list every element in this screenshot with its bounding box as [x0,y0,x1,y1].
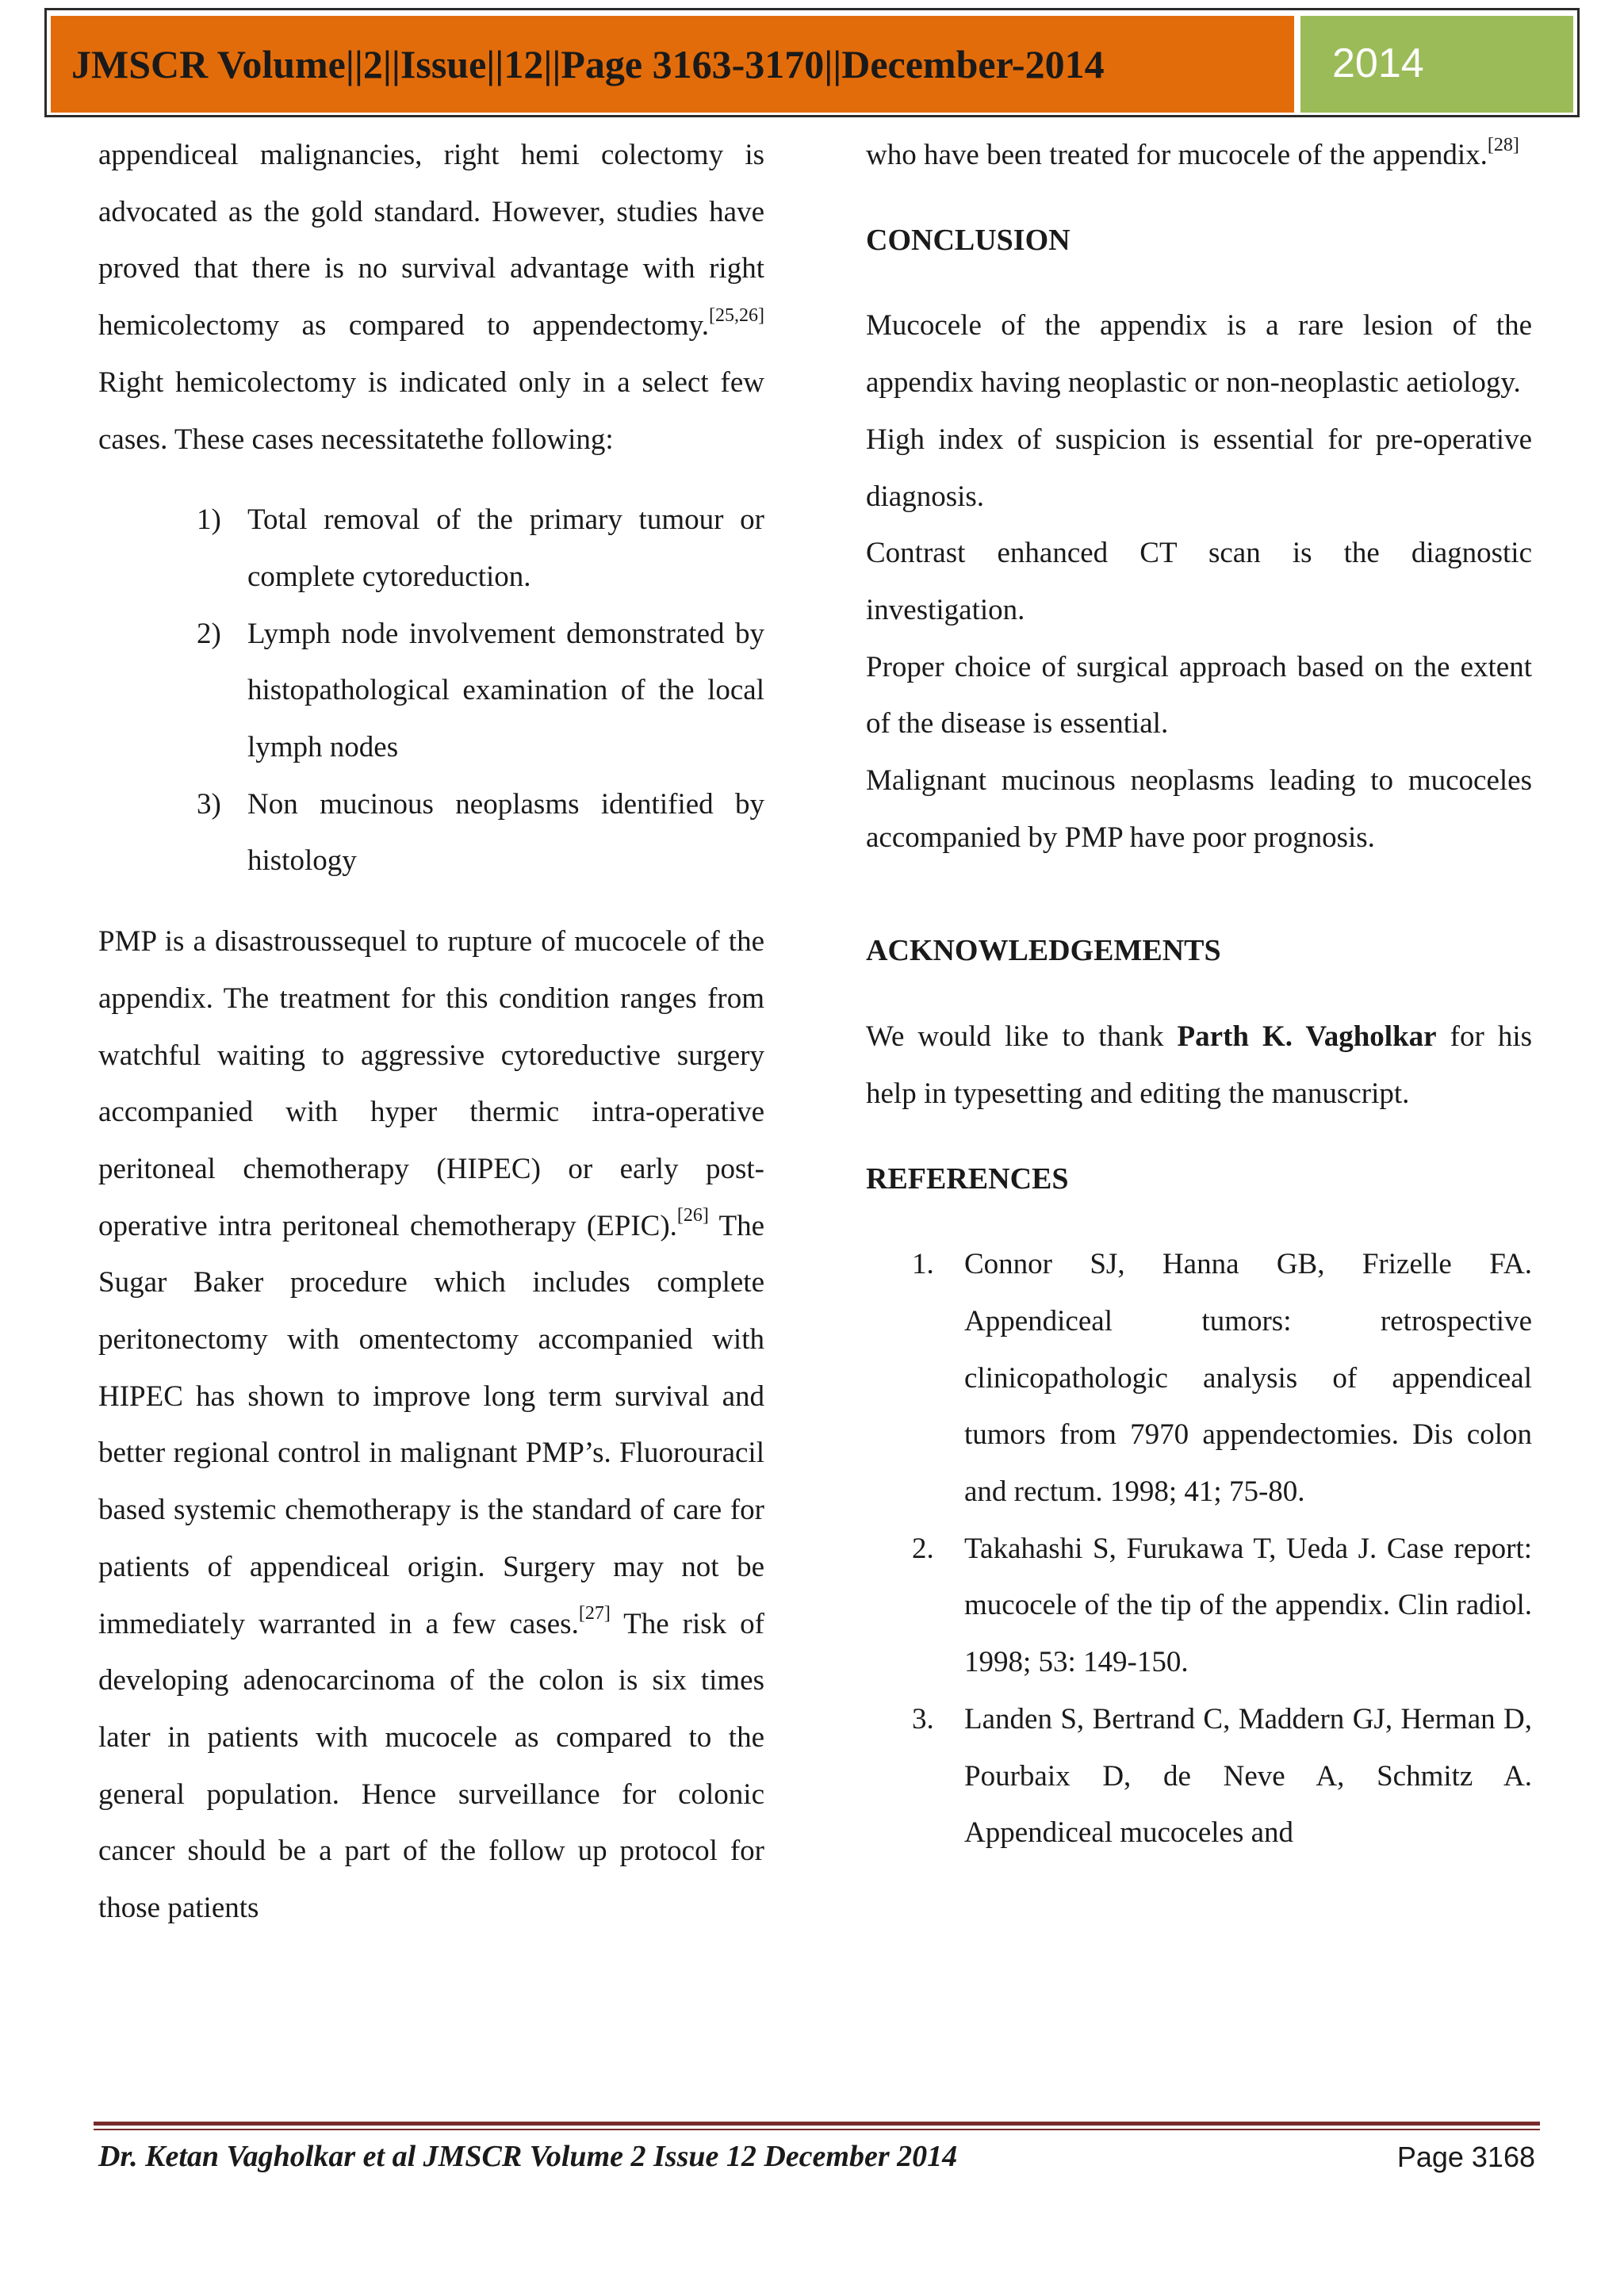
list-text: Non mucinous neoplasms identified by histology [247,787,764,878]
list-number: 2) [197,617,221,650]
indications-list [98,492,764,890]
list-text: Total removal of the primary tumour or complete cytoreduction. [247,503,764,593]
page-number: Page 3168 [1396,2141,1535,2173]
footer-rule [94,2122,1540,2126]
footer-citation: Dr. Ketan Vagholkar et al JMSCR Volume 2 Issue 12 December 2014 [98,2140,958,2173]
text-run: appendiceal malignancies, right hemi colectomy is advocated as the gold standard. However, studies have proved that there is no survival advantage with right hemicolectomy as compared to appendectomy. [98,139,764,342]
citation: [26] [676,1205,709,1226]
list-number: 3) [197,787,221,821]
text-run: The risk of developing adenocarcinoma of the colon is six times later in patients with mucocele as compared to the general population. Hence surveillance for colonic cancer should be a part of the follow up protocol for those patients [98,1607,764,1925]
year-badge [1300,16,1573,113]
conclusion-paragraph: Mucocele of the appendix is a rare lesion of the appendix having neoplastic or non-neoplastic aetiology. [866,309,1532,400]
right-column [866,127,1532,1862]
reference-number: 3. [912,1702,934,1735]
reference-item [866,1691,1532,1862]
text-run: The Sugar Baker procedure which includes complete peritonectomy with omentectomy accompanied with HIPEC has shown to improve long term survival and better regional control in malignant PMP’s. Fluorouracil based systemic chemotherapy is the standard of care for patients of appendiceal origin. Surgery may not be immediately warranted in a few cases. [98,1209,764,1640]
text-run: Right hemicolectomy is indicated only in a select few cases. These cases necessitatethe following: [98,365,764,456]
citation: [28] [1487,134,1519,155]
section-heading-acknowledgements: ACKNOWLEDGEMENTS [866,934,1221,968]
conclusion-paragraph: Contrast enhanced CT scan is the diagnostic investigation. [866,537,1532,626]
conclusion-paragraph: Proper choice of surgical approach based on the extent of the disease is essential. [866,650,1532,740]
references-list [866,1236,1532,1862]
citation: [25,26] [709,304,764,326]
reference-text: Landen S, Bertrand C, Maddern GJ, Herman D, Pourbaix D, de Neve A, Schmitz A. Appendiceal mucoceles and [964,1702,1532,1850]
paragraph-surgery-intro [98,127,764,468]
conclusion-paragraph: Malignant mucinous neoplasms leading to mucoceles accompanied by PMP have poor prognosis. [866,764,1532,854]
reference-item [866,1236,1532,1521]
conclusion-paragraph: High index of suspicion is essential for pre-operative diagnosis. [866,423,1532,513]
text-run: We would like to thank [866,1020,1178,1054]
text-run: who have been treated for mucocele of the appendix. [866,139,1488,171]
text-run: for his help in typesetting and editing the manuscript. [866,1020,1532,1110]
reference-text: Connor SJ, Hanna GB, Frizelle FA. Appendiceal tumors: retrospective clinicopathologic analysis of appendiceal tumors from 7970 appendectomies. Dis colon and rectum. 1998; 41; 75-80. [964,1248,1532,1509]
list-text: Lymph node involvement demonstrated by histopathological examination of the local lymph nodes [247,617,764,764]
text-run: PMP is a disastroussequel to rupture of mucocele of the appendix. The treatment for this condition ranges from watchful waiting to aggressive cytoreductive surgery accompanied with hyper thermic intra-operative peritoneal chemotherapy (HIPEC) or early post-operative intra peritoneal chemotherapy (EPIC). [98,925,764,1242]
year-text: 2014 [1332,40,1424,86]
reference-text: Takahashi S, Furukawa T, Ueda J. Case report: mucocele of the tip of the appendix. Clin radiol. 1998; 53: 149-150. [964,1532,1532,1679]
section-heading-conclusion: CONCLUSION [866,223,1071,257]
list-item [98,492,764,605]
list-item [98,606,764,776]
list-number: 1) [197,503,221,537]
left-column [98,127,764,1937]
reference-number: 1. [912,1248,934,1281]
footer-rule-thin [94,2129,1540,2130]
reference-item [866,1521,1532,1691]
journal-header-bar [51,16,1294,113]
citation: [27] [578,1603,611,1624]
journal-header-text: JMSCR Volume||2||Issue||12||Page 3163-3170||December-2014 [71,42,1105,86]
acknowledgement-paragraph [866,1008,1532,1122]
list-item [98,776,764,890]
reference-number: 2. [912,1532,934,1565]
paragraph-continuation [866,127,1532,184]
acknowledged-person: Parth K. Vagholkar [1177,1020,1437,1054]
paragraph-pmp-treatment [98,913,764,1937]
section-heading-references: REFERENCES [866,1161,1069,1196]
